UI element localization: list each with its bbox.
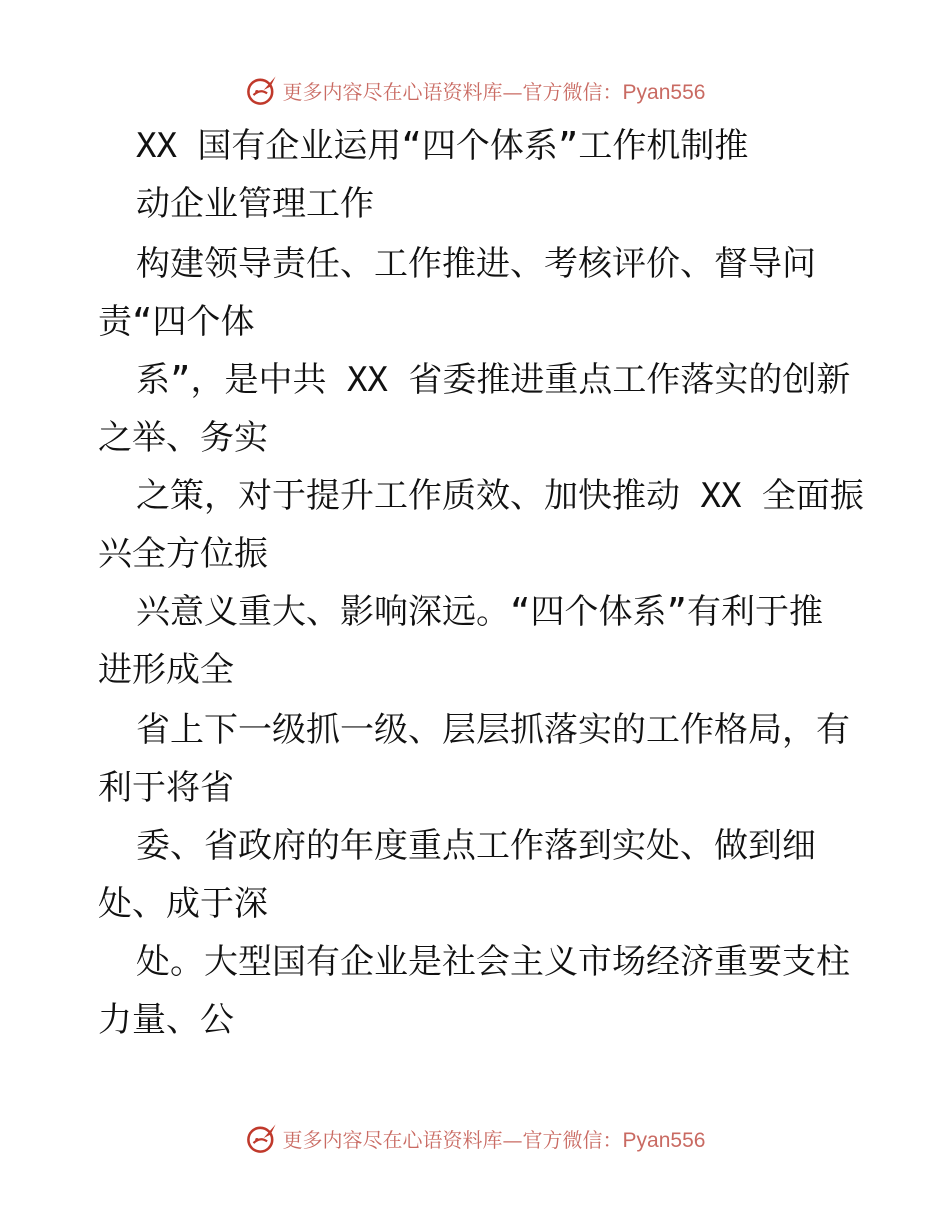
text-line: 进形成全: [98, 650, 234, 690]
banner-text: 更多内容尽在心语资料库—官方微信：Pyan556: [282, 79, 706, 104]
wechat-id: Pyan556: [622, 1128, 706, 1152]
banner-text: 更多内容尽在心语资料库—官方微信：Pyan556: [282, 1127, 706, 1152]
text-line: 省上下一级抓一级、层层抓落实的工作格局，有: [136, 710, 850, 750]
text-line: 兴意义重大、影响深远。“四个体系”有利于推: [136, 592, 823, 632]
text-line: 之策，对于提升工作质效、加快推动 XX 全面振: [136, 476, 864, 516]
text-line: 处、成于深: [98, 884, 268, 924]
wechat-id: Pyan556: [622, 80, 706, 104]
text-line: 力量、公: [98, 1000, 234, 1040]
title-line-1: XX 国有企业运用“四个体系”工作机制推: [136, 126, 749, 166]
book-quill-logo-icon: [245, 1121, 279, 1155]
text-line: 系”，是中共 XX 省委推进重点工作落实的创新: [136, 360, 851, 400]
text-line: 处。大型国有企业是社会主义市场经济重要支柱: [136, 942, 850, 982]
text-line: 兴全方位振: [98, 534, 268, 574]
footer-watermark-banner: [0, 1118, 950, 1158]
title-line-2: 动企业管理工作: [136, 184, 374, 224]
text-line: 构建领导责任、工作推进、考核评价、督导问: [136, 244, 816, 284]
text-line: 利于将省: [98, 768, 234, 808]
text-line: 之举、务实: [98, 418, 268, 458]
text-line: 责“四个体: [98, 302, 255, 342]
text-line: 委、省政府的年度重点工作落到实处、做到细: [136, 826, 816, 866]
